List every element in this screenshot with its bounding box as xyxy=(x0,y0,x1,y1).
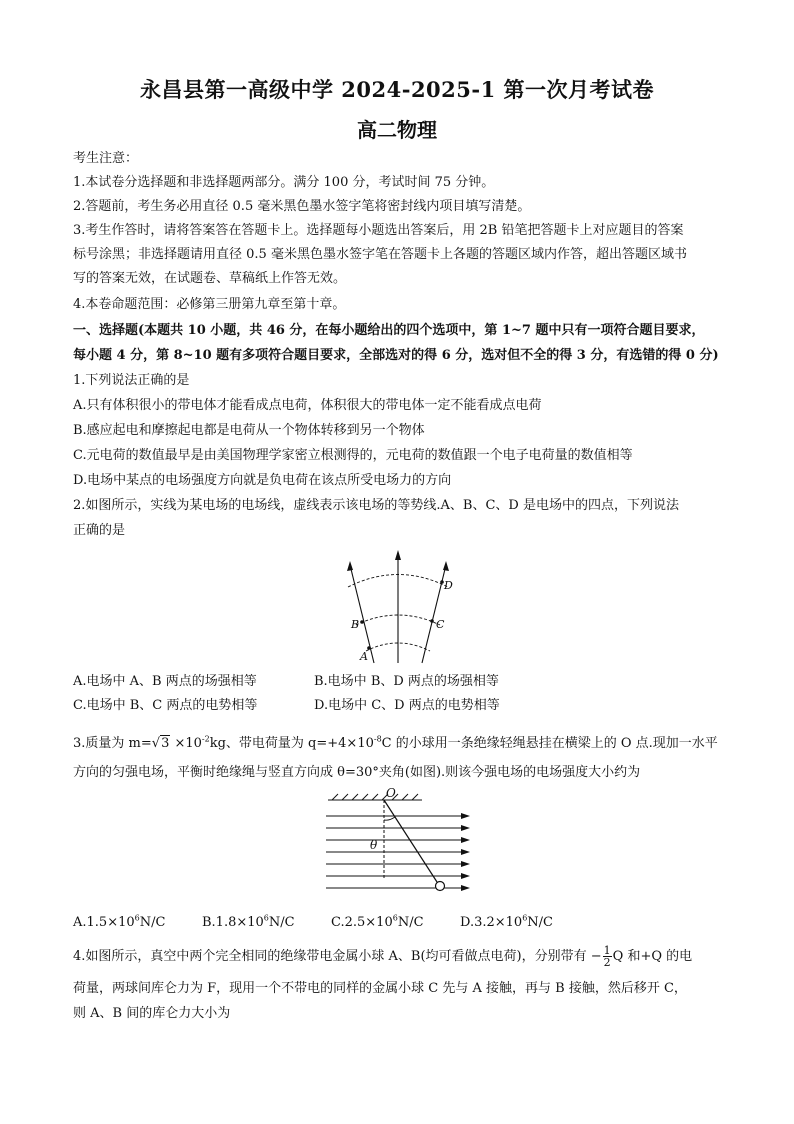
arrowhead-middle xyxy=(395,550,401,560)
q4-line-2: 荷量，两球间库仑力为 F，现用一个不带电的同样的金属小球 C 先与 A 接触，再与 B 接触，然后移开 C， xyxy=(73,981,687,996)
q3-stem-part-4: C 的小球用一条绝缘轻绳悬挂在横梁上的 O 点.现加一水平 xyxy=(381,736,718,751)
q3-stem-line-1 xyxy=(73,735,718,753)
q4-line-1 xyxy=(73,945,692,968)
electric-field-figure xyxy=(338,547,458,665)
q3-stem-line-2: 方向的匀强电场，平衡时绝缘绳与竖直方向成 θ=30°夹角(如图).则该今强电场的电场强度大小约为 xyxy=(73,765,641,780)
q2-stem-line-2: 正确的是 xyxy=(73,523,126,538)
q4-fraction xyxy=(603,945,612,968)
arrowhead-left xyxy=(347,561,353,571)
field-lines xyxy=(326,816,462,888)
q3-stem-part-2: ×10 xyxy=(170,736,202,751)
q1-option-b: B.感应起电和摩擦起电都是电荷从一个物体转移到另一个物体 xyxy=(73,423,425,438)
q4-line-1-part-1: 4.如图所示，真空中两个完全相同的绝缘带电金属小球 A、B(均可看做点电荷)，分别带有 − xyxy=(73,949,602,964)
q2-stem-line-1: 2.如图所示，实线为某电场的电场线，虚线表示该电场的等势线.A、B、C、D 是电场中的四点，下列说法 xyxy=(73,498,679,513)
q3-b-base: B.1.8×10 xyxy=(202,915,264,930)
q3-option-d xyxy=(460,914,553,932)
notice-item-3-line-2: 标号涂黑；非选择题请用直径 0.5 毫米黑色墨水签字笔在答题卡上各题的答题区域内作答，超出答题区域书 xyxy=(73,247,687,262)
field-line-right xyxy=(422,565,446,663)
exam-subtitle: 高二物理 xyxy=(357,118,437,142)
q3-c-unit: N/C xyxy=(397,915,424,930)
q3-stem-part-3: kg、带电荷量为 q=+4×10 xyxy=(209,736,374,751)
q2-option-c: C.电场中 B、C 两点的电势相等 xyxy=(73,698,258,713)
q1-option-d: D.电场中某点的电场强度方向就是负电荷在该点所受电场力的方向 xyxy=(73,473,452,488)
label-a: A xyxy=(360,650,368,663)
notice-item-1: 1.本试卷分选择题和非选择题两部分。满分 100 分，考试时间 75 分钟。 xyxy=(73,175,495,190)
label-b: B xyxy=(351,618,360,631)
point-b xyxy=(360,620,364,624)
section-1-heading-line-2: 每小题 4 分，第 8~10 题有多项符合题目要求，全部选对的得 6 分，选对但不全的得 3 分，有选错的得 0 分) xyxy=(73,348,719,363)
q4-line-1-part-2: Q 和+Q 的电 xyxy=(612,949,693,964)
q3-a-exp: 6 xyxy=(134,913,140,923)
q3-b-unit: N/C xyxy=(268,915,295,930)
notice-item-2: 2.答题前，考生务必用直径 0.5 毫米黑色墨水签字笔将密封线内项目填写清楚。 xyxy=(73,199,531,214)
q2-option-a: A.电场中 A、B 两点的场强相等 xyxy=(73,674,257,689)
q3-a-base: A.1.5×10 xyxy=(73,915,135,930)
pendulum-figure xyxy=(322,786,474,906)
q3-option-a xyxy=(73,914,165,932)
q2-option-d: D.电场中 C、D 两点的电势相等 xyxy=(314,698,500,713)
string xyxy=(384,800,437,882)
q4-line-3: 则 A、B 间的库仑力大小为 xyxy=(73,1006,231,1021)
point-c xyxy=(430,619,434,623)
field-arrowheads xyxy=(461,813,470,891)
q3-sqrt: √3 xyxy=(151,736,170,751)
section-1-heading-line-1: 一、选择题(本题共 10 小题，共 46 分，在每小题给出的四个选项中，第 1~7 题中只有一项符合题目要求， xyxy=(73,323,705,338)
q3-option-c xyxy=(331,914,424,932)
q3-exponent-2: -8 xyxy=(373,734,382,744)
q3-exponent-1: -2 xyxy=(201,734,210,744)
label-c: C xyxy=(436,618,445,631)
q3-d-base: D.3.2×10 xyxy=(460,915,523,930)
notice-item-3-line-1: 3.考生作答时，请将答案答在答题卡上。选择题每小题选出答案后，用 2B 铅笔把答题卡上对应题目的答案 xyxy=(73,223,684,238)
q3-d-exp: 6 xyxy=(522,913,528,923)
q3-c-base: C.2.5×10 xyxy=(331,915,393,930)
notice-item-3-line-3: 写的答案无效，在试题卷、草稿纸上作答无效。 xyxy=(73,271,347,286)
angle-arc xyxy=(384,817,395,820)
q2-option-b: B.电场中 B、D 两点的场强相等 xyxy=(314,674,499,689)
q1-stem: 1.下列说法正确的是 xyxy=(73,373,190,388)
q3-d-unit: N/C xyxy=(527,915,553,930)
q4-frac-den: 2 xyxy=(603,956,611,969)
label-d: D xyxy=(444,579,453,592)
notice-item-4: 4.本卷命题范围：必修第三册第九章至第十章。 xyxy=(73,297,346,312)
notice-heading: 考生注意： xyxy=(73,151,139,166)
q3-c-exp: 6 xyxy=(392,913,398,923)
q4-frac-num: 1 xyxy=(603,944,611,957)
q1-option-c: C.元电荷的数值最早是由美国物理学家密立根测得的，元电荷的数值跟一个电子电荷量的数值相等 xyxy=(73,448,633,463)
exam-title: 永昌县第一高级中学 2024-2025-1 第一次月考试卷 xyxy=(139,77,655,102)
label-o: O xyxy=(386,786,396,800)
arrowhead-right xyxy=(443,561,449,571)
ball xyxy=(436,882,445,891)
q3-a-unit: N/C xyxy=(139,915,166,930)
q3-option-b xyxy=(202,914,295,932)
q3-sqrt-radicand: 3 xyxy=(161,736,170,751)
q3-stem-part-1: 3.质量为 m= xyxy=(73,736,152,751)
label-theta: θ xyxy=(370,838,378,852)
q1-option-a: A.只有体积很小的带电体才能看成点电荷，体积很大的带电体一定不能看成点电荷 xyxy=(73,398,542,413)
q3-b-exp: 6 xyxy=(263,913,269,923)
